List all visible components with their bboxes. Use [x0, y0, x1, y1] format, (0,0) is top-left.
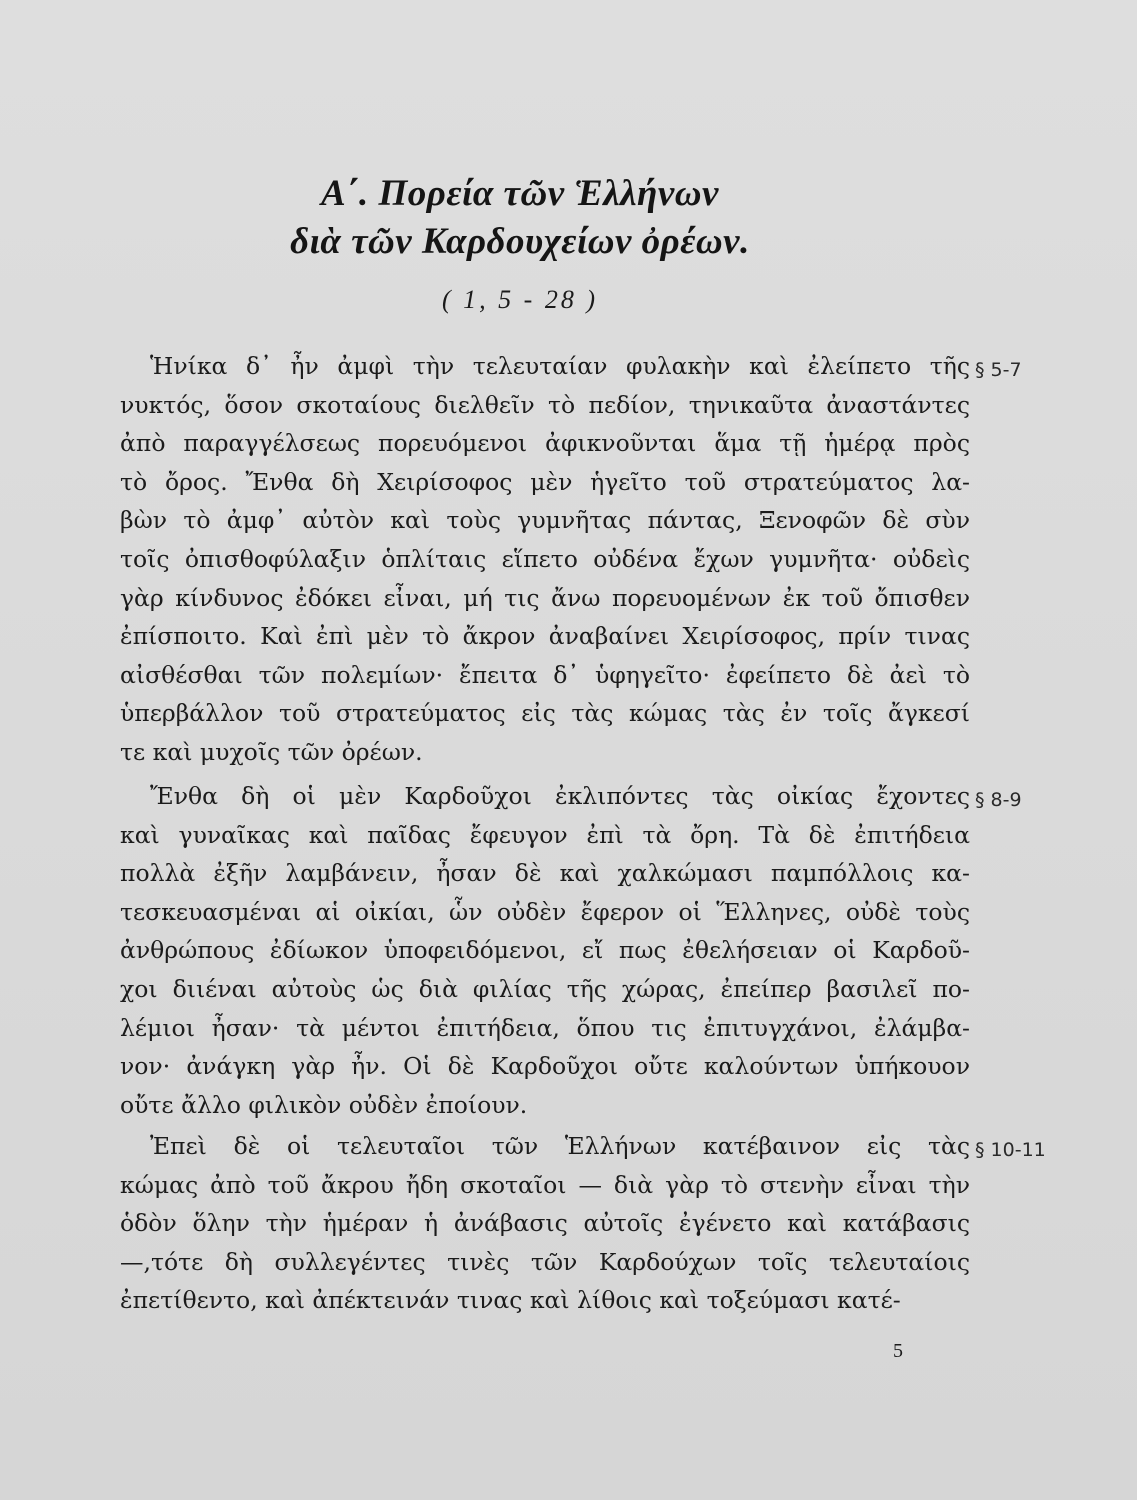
- text-line: πολλὰ ἐξῆν λαμβάνειν, ἦσαν δὲ καὶ χαλκώμασι παμπόλλοις κα-: [120, 859, 970, 888]
- text-line: ἀπὸ παραγγέλσεως πορευόμενοι ἀφικνοῦνται ἅμα τῇ ἡμέρᾳ πρὸς: [120, 429, 970, 458]
- text-line: καὶ γυναῖκας καὶ παῖδας ἔφευγον ἐπὶ τὰ ὄρη. Τὰ δὲ ἐπιτήδεια: [120, 820, 970, 849]
- chapter-title-line-2: διὰ τῶν Καρδουχείων ὀρέων.: [290, 221, 750, 262]
- text-line: Ἡνίκα δ᾿ ἦν ἀμφὶ τὴν τελευταίαν φυλακὴν καὶ ἐλείπετο τῆς: [150, 352, 970, 380]
- text-line: τεσκευασμέναι αἱ οἰκίαι, ὧν οὐδὲν ἔφερον οἱ Ἕλληνες, οὐδὲ τοὺς: [120, 897, 970, 926]
- text-line: Ἔνθα δὴ οἱ μὲν Καρδοῦχοι ἐκλιπόντες τὰς οἰκίας ἔχοντες: [150, 782, 970, 810]
- text-line: βὼν τὸ ἀμφ᾿ αὐτὸν καὶ τοὺς γυμνῆτας πάντας, Ξενοφῶν δὲ σὺν: [120, 506, 970, 535]
- text-line: νον· ἀνάγκη γὰρ ἦν. Οἱ δὲ Καρδοῦχοι οὔτε καλούντων ὑπήκουον: [120, 1052, 970, 1081]
- text-line: ἐπίσποιτο. Καὶ ἐπὶ μὲν τὸ ἄκρον ἀναβαίνει Χειρίσοφος, πρίν τινας: [120, 622, 970, 651]
- page-number: 5: [893, 1340, 903, 1362]
- text-line: λέμιοι ἦσαν· τὰ μέντοι ἐπιτήδεια, ὅπου τις ἐπιτυγχάνοι, ἐλάμβα-: [120, 1013, 970, 1042]
- text-line: ἀνθρώπους ἐδίωκον ὑποφειδόμενοι, εἴ πως ἐθελήσειαν οἱ Καρδοῦ-: [120, 936, 970, 965]
- text-line: τοῖς ὀπισθοφύλαξιν ὁπλίταις εἵπετο οὐδένα ἔχων γυμνῆτα· οὐδεὶς: [120, 545, 970, 573]
- text-line: κώμας ἀπὸ τοῦ ἄκρου ἤδη σκοταῖοι — διὰ γὰρ τὸ στενὴν εἶναι τὴν: [120, 1170, 970, 1199]
- margin-section-ref: § 5-7: [975, 359, 1022, 381]
- margin-section-ref: § 8-9: [975, 789, 1022, 811]
- section-reference: ( 1, 5 - 28 ): [442, 285, 598, 314]
- margin-section-ref: § 10-11: [975, 1139, 1046, 1161]
- text-line: ὑπερβάλλον τοῦ στρατεύματος εἰς τὰς κώμας τὰς ἐν τοῖς ἄγκεσί: [120, 699, 970, 728]
- text-line: ὁδὸν ὅλην τὴν ἡμέραν ἡ ἀνάβασις αὐτοῖς ἐγένετο καὶ κατάβασις: [120, 1209, 970, 1238]
- chapter-title-line-1: Α΄. Πορεία τῶν Ἑλλήνων: [321, 173, 719, 214]
- text-line: —,τότε δὴ συλλεγέντες τινὲς τῶν Καρδούχων τοῖς τελευταίοις: [120, 1247, 970, 1276]
- text-line: τὸ ὄρος. Ἔνθα δὴ Χειρίσοφος μὲν ἡγεῖτο τοῦ στρατεύματος λα-: [120, 467, 970, 496]
- text-line: τε καὶ μυχοῖς τῶν ὀρέων.: [120, 738, 423, 766]
- text-line: οὔτε ἄλλο φιλικὸν οὐδὲν ἐποίουν.: [120, 1090, 528, 1119]
- text-line: ἐπετίθεντο, καὶ ἀπέκτεινάν τινας καὶ λίθοις καὶ τοξεύμασι κατέ-: [120, 1286, 901, 1315]
- text-line: αἰσθέσθαι τῶν πολεμίων· ἔπειτα δ᾿ ὑφηγεῖτο· ἐφείπετο δὲ ἀεὶ τὸ: [120, 660, 970, 689]
- text-line: Ἐπεὶ δὲ οἱ τελευταῖοι τῶν Ἑλλήνων κατέβαινον εἰς τὰς: [150, 1132, 970, 1160]
- text-line: νυκτός, ὅσον σκοταίους διελθεῖν τὸ πεδίον, τηνικαῦτα ἀναστάντες: [120, 390, 970, 419]
- text-line: γὰρ κίνδυνος ἐδόκει εἶναι, μή τις ἄνω πορευομένων ἐκ τοῦ ὄπισθεν: [120, 583, 970, 612]
- text-line: χοι διιέναι αὐτοὺς ὡς διὰ φιλίας τῆς χώρας, ἐπείπερ βασιλεῖ πο-: [120, 975, 970, 1003]
